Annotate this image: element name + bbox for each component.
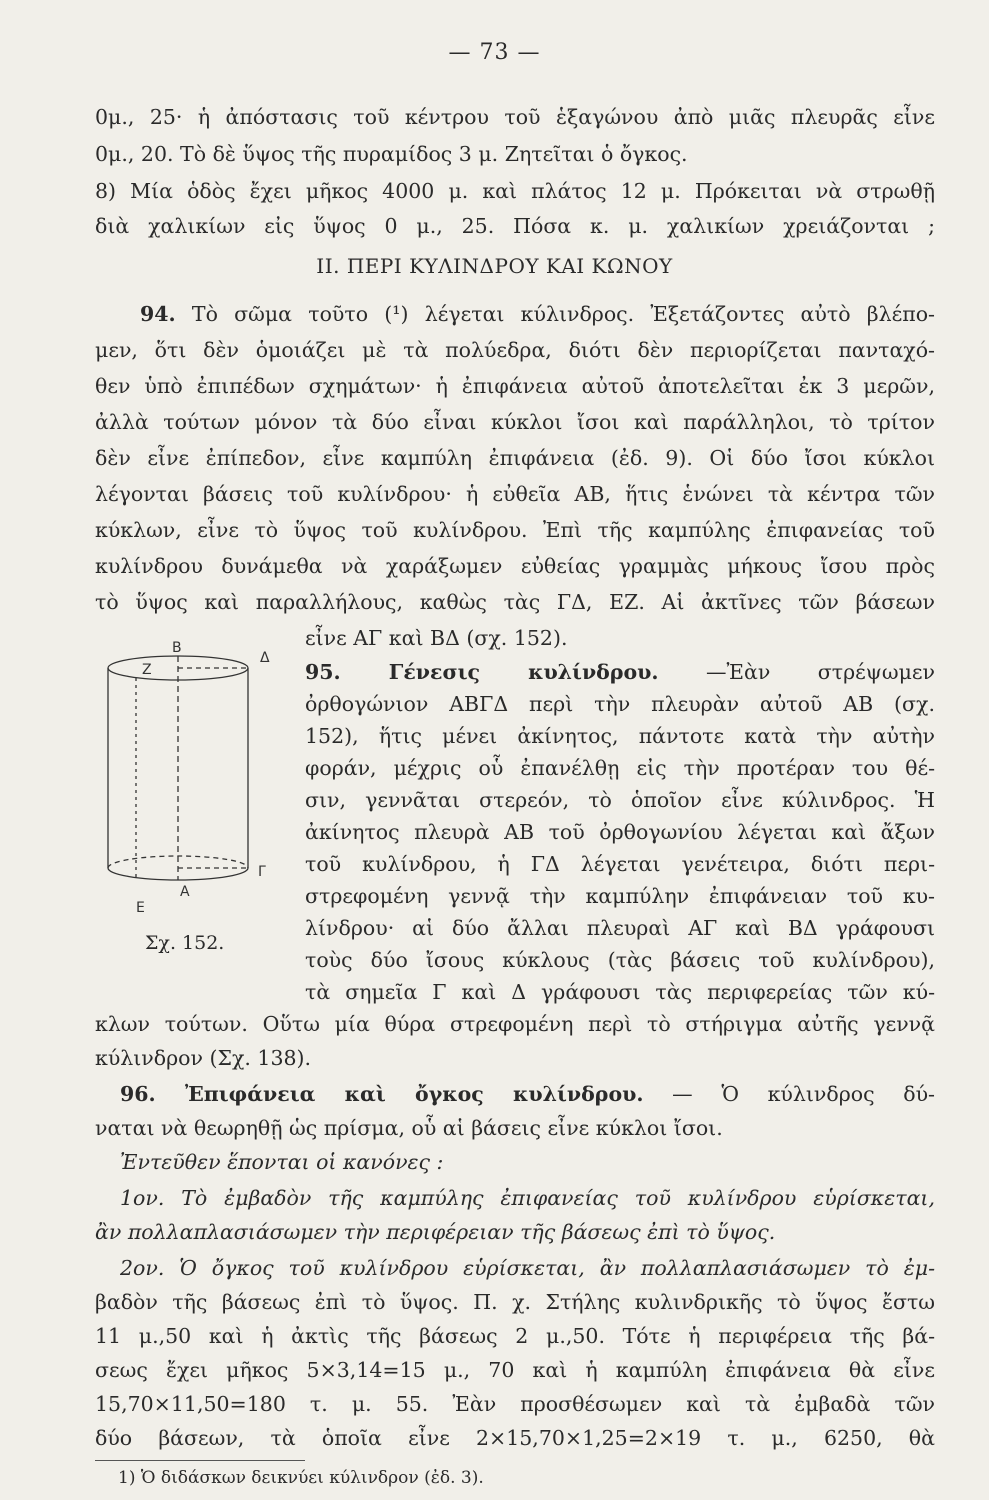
label-b: B [172,640,182,656]
text-line: 8) Μία ὁδὸς ἔχει μῆκος 4000 μ. καὶ πλάτος 12 μ. Πρόκειται νὰ στρωθῇ [95,179,935,203]
text-line: τοὺς δύο ἴσους κύκλους (τὰς βάσεις τοῦ κυλίνδρου), [305,948,935,972]
text-line: ναται νὰ θεωρηθῇ ὡς πρίσμα, οὗ αἱ βάσεις εἶνε κύκλοι ἴσοι. [95,1116,723,1140]
text-line: σιν, γεννᾶται στερεόν, τὸ ὁποῖον εἶνε κύλινδρος. Ἡ [305,788,935,812]
section-96-first-line [120,1080,935,1108]
text-line: 15,70×11,50=180 τ. μ. 55. Ἐὰν προσθέσωμεν καὶ τὰ ἐμβαδὰ τῶν [95,1392,935,1416]
text-line: τοῦ κυλίνδρου, ἡ ΓΔ λέγεται γενέτειρα, διότι περι- [305,852,935,876]
text-line: εἶνε ΑΓ καὶ ΒΔ (σχ. 152). [305,626,568,650]
text-line: 0μ., 20. Τὸ δὲ ὕψος τῆς πυραμίδος 3 μ. Ζητεῖται ὁ ὄγκος. [95,142,688,166]
text-line: τὰ σημεῖα Γ καὶ Δ γράφουσι τὰς περιφερείας τῶν κύ- [305,980,935,1004]
text-line: φοράν, μέχρις οὗ ἐπανέλθῃ εἰς τὴν προτέραν του θέ- [305,756,935,780]
footnote-rule [95,1460,305,1461]
text-line: ὀρθογώνιον ΑΒΓΔ περὶ τὴν πλευρὰν αὐτοῦ ΑΒ (σχ. [305,692,935,716]
text-line: τὸ ὕψος καὶ παραλλήλους, καθὼς τὰς ΓΔ, ΕΖ. Αἱ ἀκτῖνες τῶν βάσεων [95,590,935,614]
text-line: δύο βάσεων, τὰ ὁποῖα εἶνε 2×15,70×1,25=2×19 τ. μ., 6250, θὰ [95,1426,935,1450]
text-span: Τὸ σῶμα τοῦτο (¹) λέγεται κύλινδρος. Ἐξετάζοντες αὐτὸ βλέπο- [191,302,935,326]
text-line: λίνδρου· αἱ δύο ἄλλαι πλευραὶ ΑΓ καὶ ΒΔ γράφουσι [305,916,935,940]
text-span: — Ὁ κύλινδρος δύ- [672,1082,935,1106]
text-span: —Ἐὰν στρέψωμεν [706,660,935,684]
text-line: διὰ χαλικίων εἰς ὕψος 0 μ., 25. Πόσα κ. μ. χαλικίων χρειάζονται ; [95,214,935,238]
section-94-first-line [140,300,935,328]
section-heading: II. ΠΕΡΙ ΚΥΛΙΝΔΡΟΥ ΚΑΙ ΚΩΝΟΥ [316,254,673,278]
label-d: Δ [260,650,270,666]
text-line: κυλίνδρου δυνάμεθα νὰ χαράξωμεν εὐθείας γραμμὰς μήκους ἴσου πρὸς [95,554,935,578]
text-line: 11 μ.,50 καὶ ἡ ἀκτὶς τῆς βάσεως 2 μ.,50. Τότε ἡ περιφέρεια τῆς βά- [95,1324,935,1348]
text-line: μεν, ὅτι δὲν ὁμοιάζει μὲ τὰ πολύεδρα, διότι δὲν περιορίζεται πανταχό- [95,338,935,362]
text-line: ἀλλὰ τούτων μόνον τὰ δύο εἶναι κύκλοι ἴσοι καὶ παράλληλοι, τὸ τρίτον [95,410,935,434]
page-number: — 73 — [448,40,541,65]
text-line: κύκλων, εἶνε τὸ ὕψος τοῦ κυλίνδρου. Ἐπὶ τῆς καμπύλης ἐπιφανείας τοῦ [95,518,935,542]
section-number: 94. [140,302,176,326]
cylinder-figure [100,640,300,970]
text-line: ἀκίνητος πλευρὰ ΑΒ τοῦ ὀρθογωνίου λέγεται καὶ ἄξων [305,820,935,844]
text-line: λέγονται βάσεις τοῦ κυλίνδρου· ἡ εὐθεῖα ΑΒ, ἥτις ἑνώνει τὰ κέντρα τῶν [95,482,935,506]
label-g: Γ [258,864,266,880]
rule-2: 2ον. Ὁ ὄγκος τοῦ κυλίνδρου εὑρίσκεται, ἂν πολλαπλασιάσωμεν τὸ ἐμ- [120,1256,935,1280]
text-line: 0μ., 25· ἡ ἀπόστασις τοῦ κέντρου τοῦ ἑξαγώνου ἀπὸ μιᾶς πλευρᾶς εἶνε [95,105,935,129]
text-line: ἂν πολλαπλασιάσωμεν τὴν περιφέρειαν τῆς βάσεως ἐπὶ τὸ ὕψος. [95,1220,776,1244]
section-title: 96. Ἐπιφάνεια καὶ ὄγκος κυλίνδρου. [120,1082,644,1106]
footnote: 1) Ὁ διδάσκων δεικνύει κύλινδρον (ἐδ. 3). [118,1468,484,1488]
text-line: θεν ὑπὸ ἐπιπέδων σχημάτων· ἡ ἐπιφάνεια αὐτοῦ ἀποτελεῖται ἐκ 3 μερῶν, [95,374,935,398]
text-line: δὲν εἶνε ἐπίπεδον, εἶνε καμπύλη ἐπιφάνεια (ἐδ. 9). Οἱ δύο ἴσοι κύκλοι [95,446,935,470]
text-line: βαδὸν τῆς βάσεως ἐπὶ τὸ ὕψος. Π. χ. Στήλης κυλινδρικῆς τὸ ὕψος ἔστω [95,1290,935,1314]
figure-caption: Σχ. 152. [145,932,225,954]
text-line: κλων τούτων. Οὕτω μία θύρα στρεφομένη περὶ τὸ στήριγμα αὐτῆς γεννᾷ [95,1012,935,1036]
section-95-first-line [305,658,935,686]
rule-1: 1ον. Τὸ ἐμβαδὸν τῆς καμπύλης ἐπιφανείας τοῦ κυλίνδρου εὑρίσκεται, [120,1186,935,1210]
text-line: 152), ἥτις μένει ἀκίνητος, πάντοτε κατὰ τὴν αὐτὴν [305,724,935,748]
label-z: Z [142,662,152,678]
text-line: σεως ἔχει μῆκος 5×3,14=15 μ., 70 καὶ ἡ καμπύλη ἐπιφάνεια θὰ εἶνε [95,1358,935,1382]
label-e: E [136,900,145,916]
text-line: Ἐντεῦθεν ἕπονται οἱ κανόνες : [120,1150,444,1174]
label-a: A [180,884,190,900]
section-title: 95. Γένεσις κυλίνδρου. [305,660,659,684]
text-line: κύλινδρον (Σχ. 138). [95,1046,312,1070]
text-line: στρεφομένη γεννᾷ τὴν καμπύλην ἐπιφάνειαν τοῦ κυ- [305,884,935,908]
